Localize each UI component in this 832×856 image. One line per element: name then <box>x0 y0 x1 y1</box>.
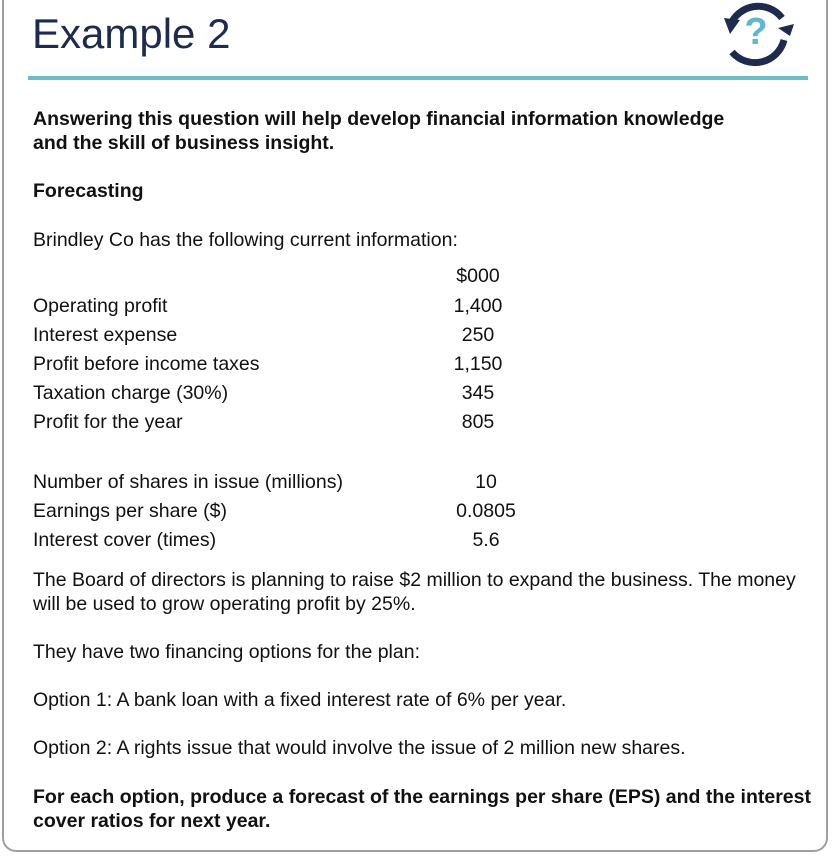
table-row-label: Operating profit <box>33 295 168 317</box>
table-row-label: Profit before income taxes <box>33 353 260 375</box>
table-row-value: 805 <box>461 411 495 433</box>
table-row-label: Interest expense <box>33 324 178 346</box>
option-1-text: Option 1: A bank loan with a fixed interest rate of 6% per year. <box>33 689 567 711</box>
metric-label: Interest cover (times) <box>33 529 217 551</box>
options-intro-text: They have two financing options for the plan: <box>33 641 420 663</box>
table-row-value: 1,400 <box>453 295 503 317</box>
header-rule <box>28 76 808 80</box>
table-row-label: Taxation charge (30%) <box>33 382 229 404</box>
option-2-text: Option 2: A rights issue that would involve the issue of 2 million new shares. <box>33 737 686 759</box>
intro-text: Answering this question will help develop financial information knowledge and the skill of business insight. <box>33 108 725 154</box>
column-header: $000 <box>456 265 500 287</box>
page-title: Example 2 <box>32 10 231 57</box>
table-row-value: 1,150 <box>453 353 503 375</box>
section-heading: Forecasting <box>33 180 144 202</box>
metric-value: 5.6 <box>472 529 500 551</box>
table-row-value: 250 <box>461 324 495 346</box>
lead-in-text: Brindley Co has the following current information: <box>33 229 458 251</box>
svg-text:?: ? <box>744 11 768 53</box>
task-text: For each option, produce a forecast of the earnings per share (EPS) and the interest cover ratios for next year. <box>33 786 811 832</box>
question-cycle-icon <box>708 0 804 70</box>
metric-label: Number of shares in issue (millions) <box>33 471 343 493</box>
board-plan-text: The Board of directors is planning to raise $2 million to expand the business. The money will be used to grow operating profit by 25%. <box>33 569 796 615</box>
metric-value: 0.0805 <box>456 500 516 522</box>
table-row-label: Profit for the year <box>33 411 183 433</box>
metric-value: 10 <box>475 471 497 493</box>
metric-label: Earnings per share ($) <box>33 500 228 522</box>
table-row-value: 345 <box>461 382 495 404</box>
